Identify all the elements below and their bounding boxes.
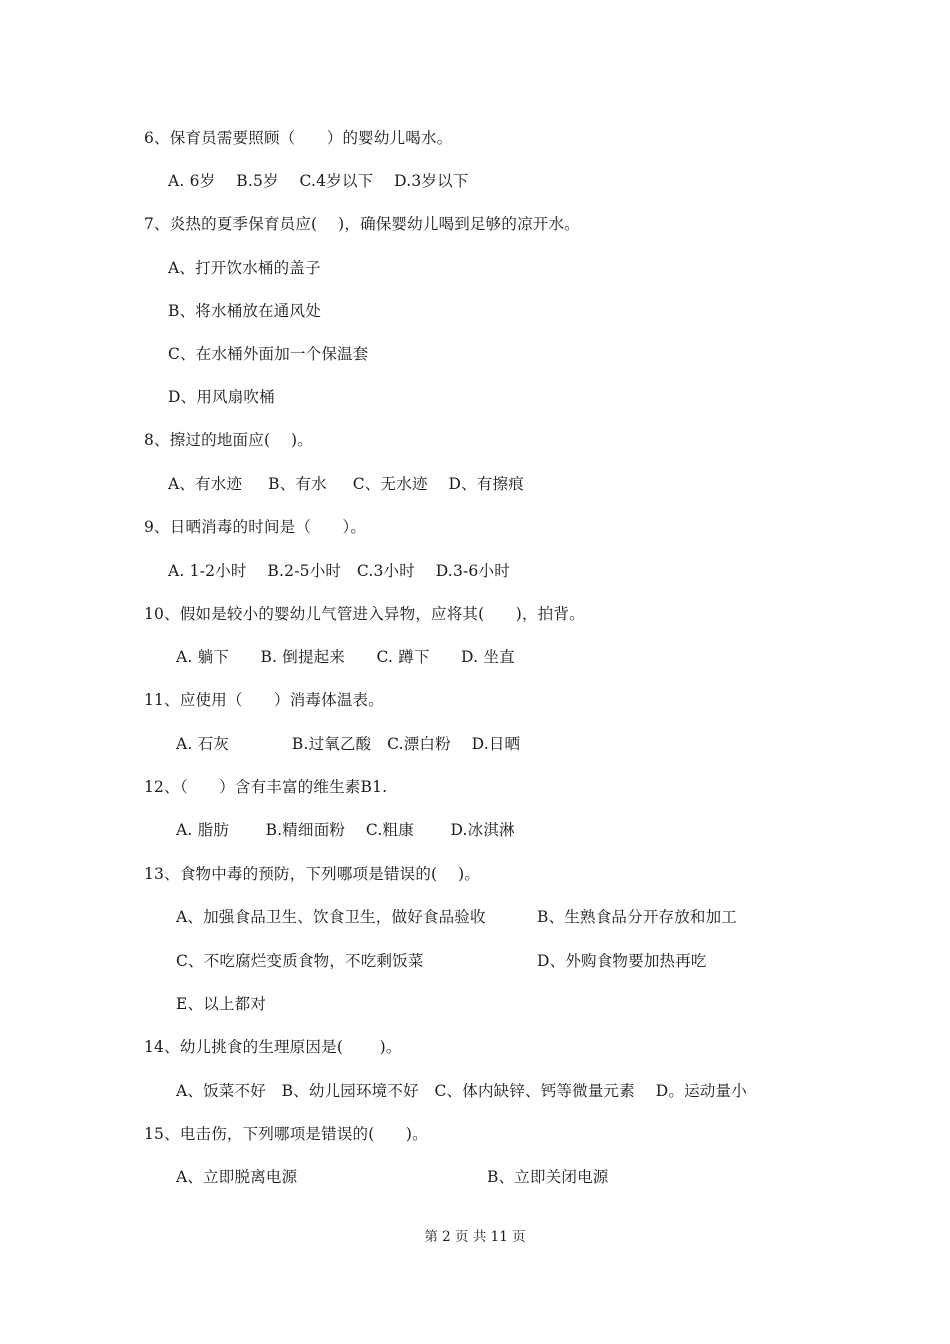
question-10-options: A. 躺下 B. 倒提起来 C. 蹲下 D. 坐直 <box>176 648 515 666</box>
question-6: 6、保育员需要照顾（ ）的婴幼儿喝水。 <box>144 129 453 147</box>
question-15-option-b: B、立即关闭电源 <box>487 1168 609 1186</box>
question-7-option-d: D、用风扇吹桶 <box>168 388 275 406</box>
question-12: 12、（ ）含有丰富的维生素B1. <box>144 778 388 796</box>
question-7: 7、炎热的夏季保育员应( )，确保婴幼儿喝到足够的凉开水。 <box>144 215 580 233</box>
question-7-option-b: B、将水桶放在通风处 <box>168 302 321 320</box>
question-9: 9、日晒消毒的时间是（ ）。 <box>144 518 367 536</box>
question-14: 14、幼儿挑食的生理原因是( )。 <box>144 1038 402 1056</box>
question-13-option-c: C、不吃腐烂变质食物，不吃剩饭菜 <box>176 952 424 970</box>
page-footer: 第 2 页 共 11 页 <box>424 1229 526 1245</box>
question-13-option-e: E、以上都对 <box>176 995 267 1013</box>
question-13-option-b: B、生熟食品分开存放和加工 <box>537 908 737 926</box>
question-7-option-a: A、打开饮水桶的盖子 <box>168 259 321 277</box>
question-7-option-c: C、在水桶外面加一个保温套 <box>168 345 369 363</box>
question-13-option-d: D、外购食物要加热再吃 <box>537 952 707 970</box>
question-11-options: A. 石灰 B.过氧乙酸 C.漂白粉 D.日晒 <box>176 735 521 753</box>
question-9-options: A. 1-2小时 B.2-5小时 C.3小时 D.3-6小时 <box>168 562 510 580</box>
question-8-options: A、有水迹 B、有水 C、无水迹 D、有擦痕 <box>168 475 524 493</box>
question-12-options: A. 脂肪 B.精细面粉 C.粗康 D.冰淇淋 <box>176 821 515 839</box>
question-15: 15、电击伤，下列哪项是错误的( )。 <box>144 1125 428 1143</box>
question-13-option-a: A、加强食品卫生、饮食卫生，做好食品验收 <box>176 908 486 926</box>
question-14-options: A、饭菜不好 B、幼儿园环境不好 C、体内缺锌、钙等微量元素 D。运动量小 <box>176 1082 747 1100</box>
question-13: 13、食物中毒的预防，下列哪项是错误的( )。 <box>144 865 481 883</box>
question-8: 8、擦过的地面应( )。 <box>144 431 313 449</box>
question-10: 10、假如是较小的婴幼儿气管进入异物，应将其( )，拍背。 <box>144 605 585 623</box>
question-11: 11、应使用（ ）消毒体温表。 <box>144 691 384 709</box>
question-15-option-a: A、立即脱离电源 <box>176 1168 298 1186</box>
question-6-options: A. 6岁 B.5岁 C.4岁以下 D.3岁以下 <box>168 172 469 190</box>
